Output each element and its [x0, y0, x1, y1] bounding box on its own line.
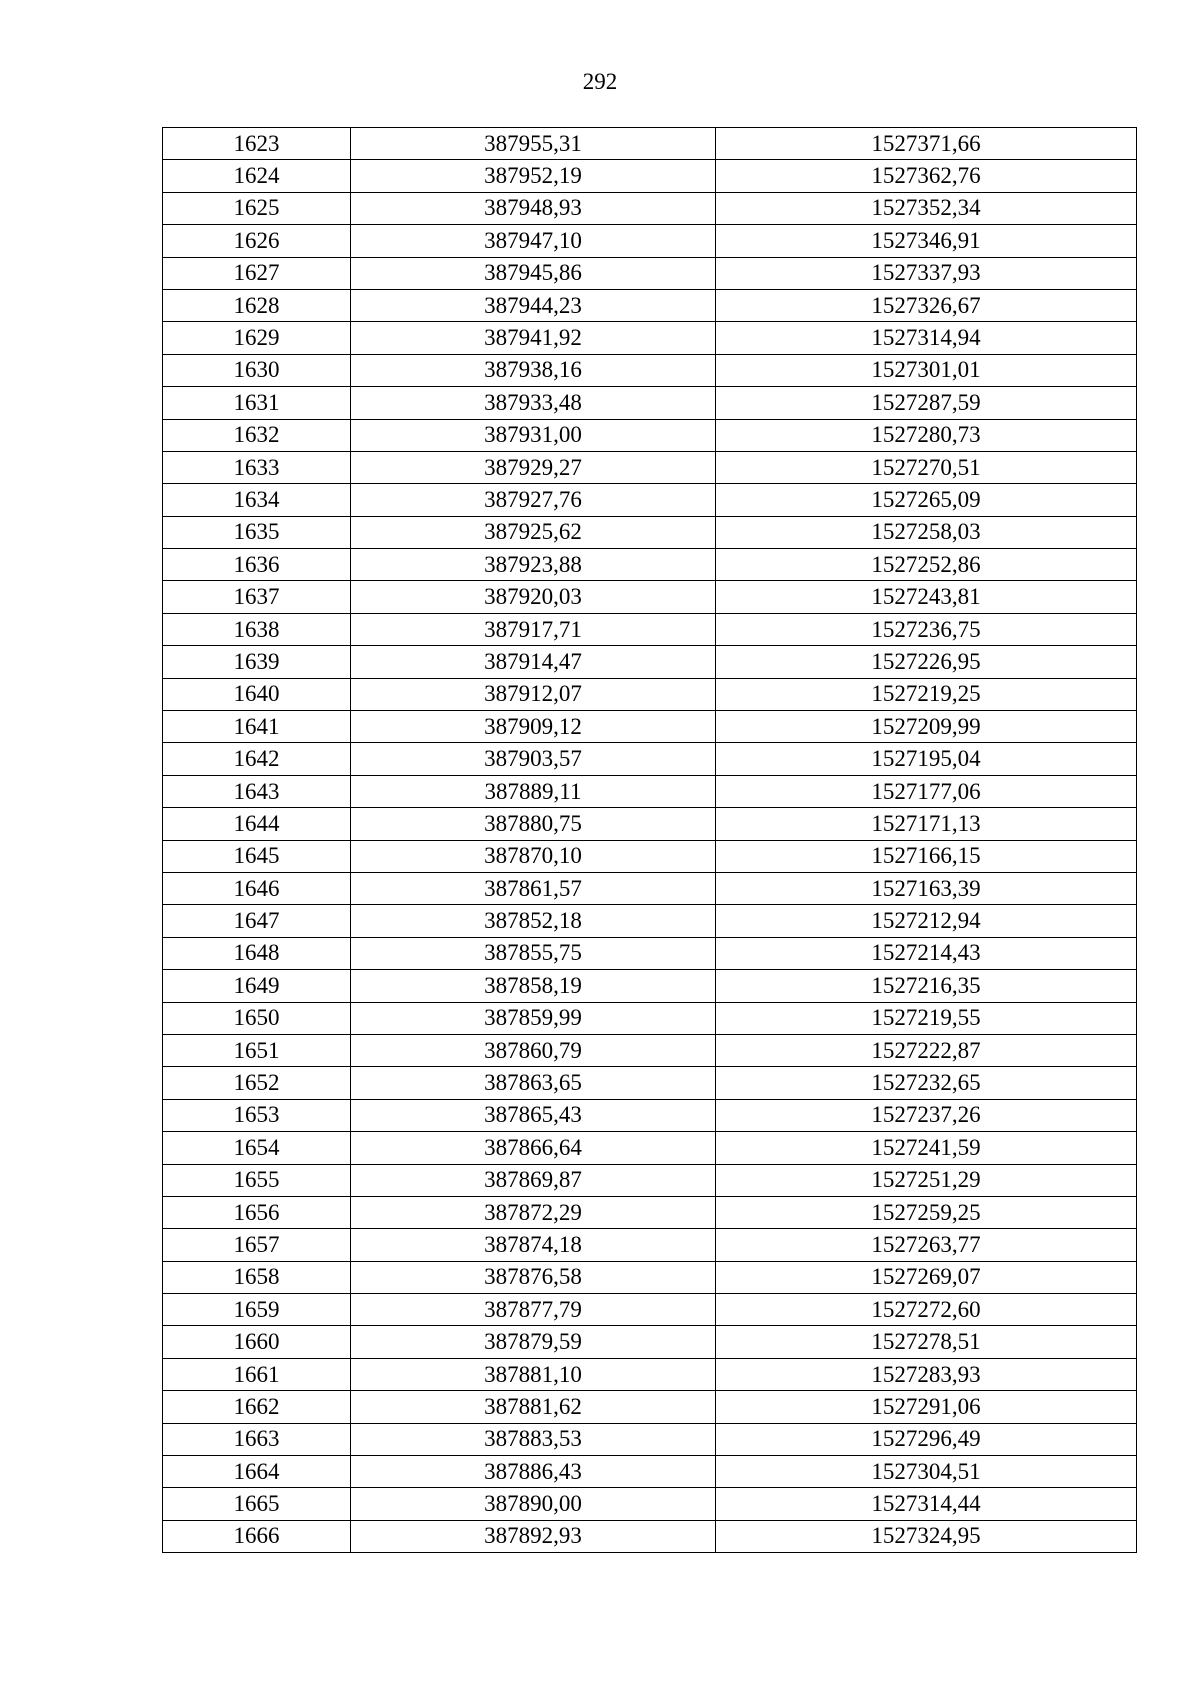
x-coordinate-cell: 387903,57 [351, 743, 716, 775]
point-number-cell: 1636 [163, 549, 351, 581]
y-coordinate-cell: 1527280,73 [716, 419, 1137, 451]
point-number-cell: 1635 [163, 516, 351, 548]
x-coordinate-cell: 387889,11 [351, 775, 716, 807]
point-number-cell: 1661 [163, 1358, 351, 1390]
point-number-cell: 1633 [163, 451, 351, 483]
y-coordinate-cell: 1527304,51 [716, 1456, 1137, 1488]
y-coordinate-cell: 1527314,44 [716, 1488, 1137, 1520]
table-row [163, 322, 1137, 354]
point-number-cell: 1664 [163, 1456, 351, 1488]
x-coordinate-cell: 387909,12 [351, 711, 716, 743]
table-row [163, 1520, 1137, 1552]
table-row [163, 808, 1137, 840]
y-coordinate-cell: 1527163,39 [716, 872, 1137, 904]
y-coordinate-cell: 1527272,60 [716, 1294, 1137, 1326]
x-coordinate-cell: 387931,00 [351, 419, 716, 451]
table-row [163, 1164, 1137, 1196]
table-row [163, 1034, 1137, 1066]
point-number-cell: 1643 [163, 775, 351, 807]
point-number-cell: 1658 [163, 1261, 351, 1293]
y-coordinate-cell: 1527237,26 [716, 1099, 1137, 1131]
point-number-cell: 1631 [163, 387, 351, 419]
table-row [163, 905, 1137, 937]
x-coordinate-cell: 387869,87 [351, 1164, 716, 1196]
point-number-cell: 1642 [163, 743, 351, 775]
x-coordinate-cell: 387945,86 [351, 257, 716, 289]
y-coordinate-cell: 1527226,95 [716, 646, 1137, 678]
y-coordinate-cell: 1527352,34 [716, 192, 1137, 224]
point-number-cell: 1653 [163, 1099, 351, 1131]
x-coordinate-cell: 387852,18 [351, 905, 716, 937]
point-number-cell: 1632 [163, 419, 351, 451]
point-number-cell: 1663 [163, 1423, 351, 1455]
x-coordinate-cell: 387883,53 [351, 1423, 716, 1455]
point-number-cell: 1625 [163, 192, 351, 224]
y-coordinate-cell: 1527214,43 [716, 937, 1137, 969]
x-coordinate-cell: 387859,99 [351, 1002, 716, 1034]
point-number-cell: 1651 [163, 1034, 351, 1066]
point-number-cell: 1630 [163, 354, 351, 386]
table-row [163, 1132, 1137, 1164]
x-coordinate-cell: 387861,57 [351, 872, 716, 904]
y-coordinate-cell: 1527296,49 [716, 1423, 1137, 1455]
point-number-cell: 1627 [163, 257, 351, 289]
point-number-cell: 1648 [163, 937, 351, 969]
table-row [163, 289, 1137, 321]
x-coordinate-cell: 387890,00 [351, 1488, 716, 1520]
point-number-cell: 1644 [163, 808, 351, 840]
y-coordinate-cell: 1527251,29 [716, 1164, 1137, 1196]
table-row [163, 257, 1137, 289]
point-number-cell: 1654 [163, 1132, 351, 1164]
table-row [163, 192, 1137, 224]
table-row [163, 872, 1137, 904]
x-coordinate-cell: 387938,16 [351, 354, 716, 386]
table-row [163, 549, 1137, 581]
table-row [163, 1423, 1137, 1455]
table-row [163, 516, 1137, 548]
table-row [163, 1488, 1137, 1520]
table-row [163, 743, 1137, 775]
y-coordinate-cell: 1527259,25 [716, 1196, 1137, 1228]
table-row [163, 1099, 1137, 1131]
point-number-cell: 1665 [163, 1488, 351, 1520]
table-row [163, 225, 1137, 257]
x-coordinate-cell: 387892,93 [351, 1520, 716, 1552]
x-coordinate-cell: 387955,31 [351, 128, 716, 160]
y-coordinate-cell: 1527301,01 [716, 354, 1137, 386]
point-number-cell: 1656 [163, 1196, 351, 1228]
y-coordinate-cell: 1527209,99 [716, 711, 1137, 743]
point-number-cell: 1639 [163, 646, 351, 678]
point-number-cell: 1645 [163, 840, 351, 872]
point-number-cell: 1662 [163, 1391, 351, 1423]
x-coordinate-cell: 387865,43 [351, 1099, 716, 1131]
table-row [163, 1326, 1137, 1358]
x-coordinate-cell: 387872,29 [351, 1196, 716, 1228]
x-coordinate-cell: 387947,10 [351, 225, 716, 257]
point-number-cell: 1659 [163, 1294, 351, 1326]
y-coordinate-cell: 1527265,09 [716, 484, 1137, 516]
point-number-cell: 1634 [163, 484, 351, 516]
y-coordinate-cell: 1527258,03 [716, 516, 1137, 548]
y-coordinate-cell: 1527241,59 [716, 1132, 1137, 1164]
y-coordinate-cell: 1527287,59 [716, 387, 1137, 419]
point-number-cell: 1647 [163, 905, 351, 937]
x-coordinate-cell: 387863,65 [351, 1067, 716, 1099]
table-row [163, 354, 1137, 386]
x-coordinate-cell: 387923,88 [351, 549, 716, 581]
point-number-cell: 1650 [163, 1002, 351, 1034]
y-coordinate-cell: 1527278,51 [716, 1326, 1137, 1358]
y-coordinate-cell: 1527219,25 [716, 678, 1137, 710]
point-number-cell: 1629 [163, 322, 351, 354]
table-row [163, 678, 1137, 710]
x-coordinate-cell: 387929,27 [351, 451, 716, 483]
y-coordinate-cell: 1527177,06 [716, 775, 1137, 807]
table-row [163, 775, 1137, 807]
table-row [163, 484, 1137, 516]
y-coordinate-cell: 1527337,93 [716, 257, 1137, 289]
point-number-cell: 1638 [163, 613, 351, 645]
table-row [163, 128, 1137, 160]
y-coordinate-cell: 1527371,66 [716, 128, 1137, 160]
y-coordinate-cell: 1527166,15 [716, 840, 1137, 872]
table-row [163, 1261, 1137, 1293]
x-coordinate-cell: 387870,10 [351, 840, 716, 872]
y-coordinate-cell: 1527346,91 [716, 225, 1137, 257]
x-coordinate-cell: 387927,76 [351, 484, 716, 516]
x-coordinate-cell: 387879,59 [351, 1326, 716, 1358]
page-number: 292 [582, 69, 618, 94]
y-coordinate-cell: 1527222,87 [716, 1034, 1137, 1066]
y-coordinate-cell: 1527362,76 [716, 160, 1137, 192]
point-number-cell: 1626 [163, 225, 351, 257]
x-coordinate-cell: 387941,92 [351, 322, 716, 354]
table-row [163, 970, 1137, 1002]
point-number-cell: 1641 [163, 711, 351, 743]
y-coordinate-cell: 1527243,81 [716, 581, 1137, 613]
y-coordinate-cell: 1527269,07 [716, 1261, 1137, 1293]
y-coordinate-cell: 1527283,93 [716, 1358, 1137, 1390]
y-coordinate-cell: 1527314,94 [716, 322, 1137, 354]
table-row [163, 1002, 1137, 1034]
point-number-cell: 1657 [163, 1229, 351, 1261]
x-coordinate-cell: 387877,79 [351, 1294, 716, 1326]
x-coordinate-cell: 387914,47 [351, 646, 716, 678]
y-coordinate-cell: 1527171,13 [716, 808, 1137, 840]
x-coordinate-cell: 387886,43 [351, 1456, 716, 1488]
x-coordinate-cell: 387880,75 [351, 808, 716, 840]
point-number-cell: 1637 [163, 581, 351, 613]
table-row [163, 1456, 1137, 1488]
y-coordinate-cell: 1527212,94 [716, 905, 1137, 937]
coordinates-table-body [163, 128, 1137, 1553]
table-row [163, 613, 1137, 645]
y-coordinate-cell: 1527263,77 [716, 1229, 1137, 1261]
x-coordinate-cell: 387881,62 [351, 1391, 716, 1423]
x-coordinate-cell: 387881,10 [351, 1358, 716, 1390]
table-row [163, 1294, 1137, 1326]
x-coordinate-cell: 387876,58 [351, 1261, 716, 1293]
x-coordinate-cell: 387858,19 [351, 970, 716, 1002]
table-row [163, 1196, 1137, 1228]
point-number-cell: 1628 [163, 289, 351, 321]
x-coordinate-cell: 387860,79 [351, 1034, 716, 1066]
table-row [163, 581, 1137, 613]
x-coordinate-cell: 387917,71 [351, 613, 716, 645]
table-row [163, 646, 1137, 678]
y-coordinate-cell: 1527324,95 [716, 1520, 1137, 1552]
y-coordinate-cell: 1527219,55 [716, 1002, 1137, 1034]
x-coordinate-cell: 387952,19 [351, 160, 716, 192]
point-number-cell: 1649 [163, 970, 351, 1002]
point-number-cell: 1666 [163, 1520, 351, 1552]
x-coordinate-cell: 387874,18 [351, 1229, 716, 1261]
point-number-cell: 1660 [163, 1326, 351, 1358]
table-row [163, 1229, 1137, 1261]
x-coordinate-cell: 387912,07 [351, 678, 716, 710]
y-coordinate-cell: 1527270,51 [716, 451, 1137, 483]
point-number-cell: 1652 [163, 1067, 351, 1099]
table-row [163, 1391, 1137, 1423]
table-row [163, 1067, 1137, 1099]
table-row [163, 419, 1137, 451]
y-coordinate-cell: 1527252,86 [716, 549, 1137, 581]
x-coordinate-cell: 387855,75 [351, 937, 716, 969]
point-number-cell: 1640 [163, 678, 351, 710]
y-coordinate-cell: 1527195,04 [716, 743, 1137, 775]
point-number-cell: 1624 [163, 160, 351, 192]
table-row [163, 840, 1137, 872]
point-number-cell: 1646 [163, 872, 351, 904]
table-row [163, 387, 1137, 419]
point-number-cell: 1623 [163, 128, 351, 160]
y-coordinate-cell: 1527216,35 [716, 970, 1137, 1002]
table-row [163, 1358, 1137, 1390]
y-coordinate-cell: 1527232,65 [716, 1067, 1137, 1099]
point-number-cell: 1655 [163, 1164, 351, 1196]
coordinates-table [162, 127, 1137, 1553]
y-coordinate-cell: 1527236,75 [716, 613, 1137, 645]
table-row [163, 711, 1137, 743]
x-coordinate-cell: 387933,48 [351, 387, 716, 419]
x-coordinate-cell: 387920,03 [351, 581, 716, 613]
x-coordinate-cell: 387866,64 [351, 1132, 716, 1164]
table-row [163, 937, 1137, 969]
table-row [163, 451, 1137, 483]
x-coordinate-cell: 387944,23 [351, 289, 716, 321]
y-coordinate-cell: 1527326,67 [716, 289, 1137, 321]
x-coordinate-cell: 387948,93 [351, 192, 716, 224]
y-coordinate-cell: 1527291,06 [716, 1391, 1137, 1423]
table-row [163, 160, 1137, 192]
x-coordinate-cell: 387925,62 [351, 516, 716, 548]
